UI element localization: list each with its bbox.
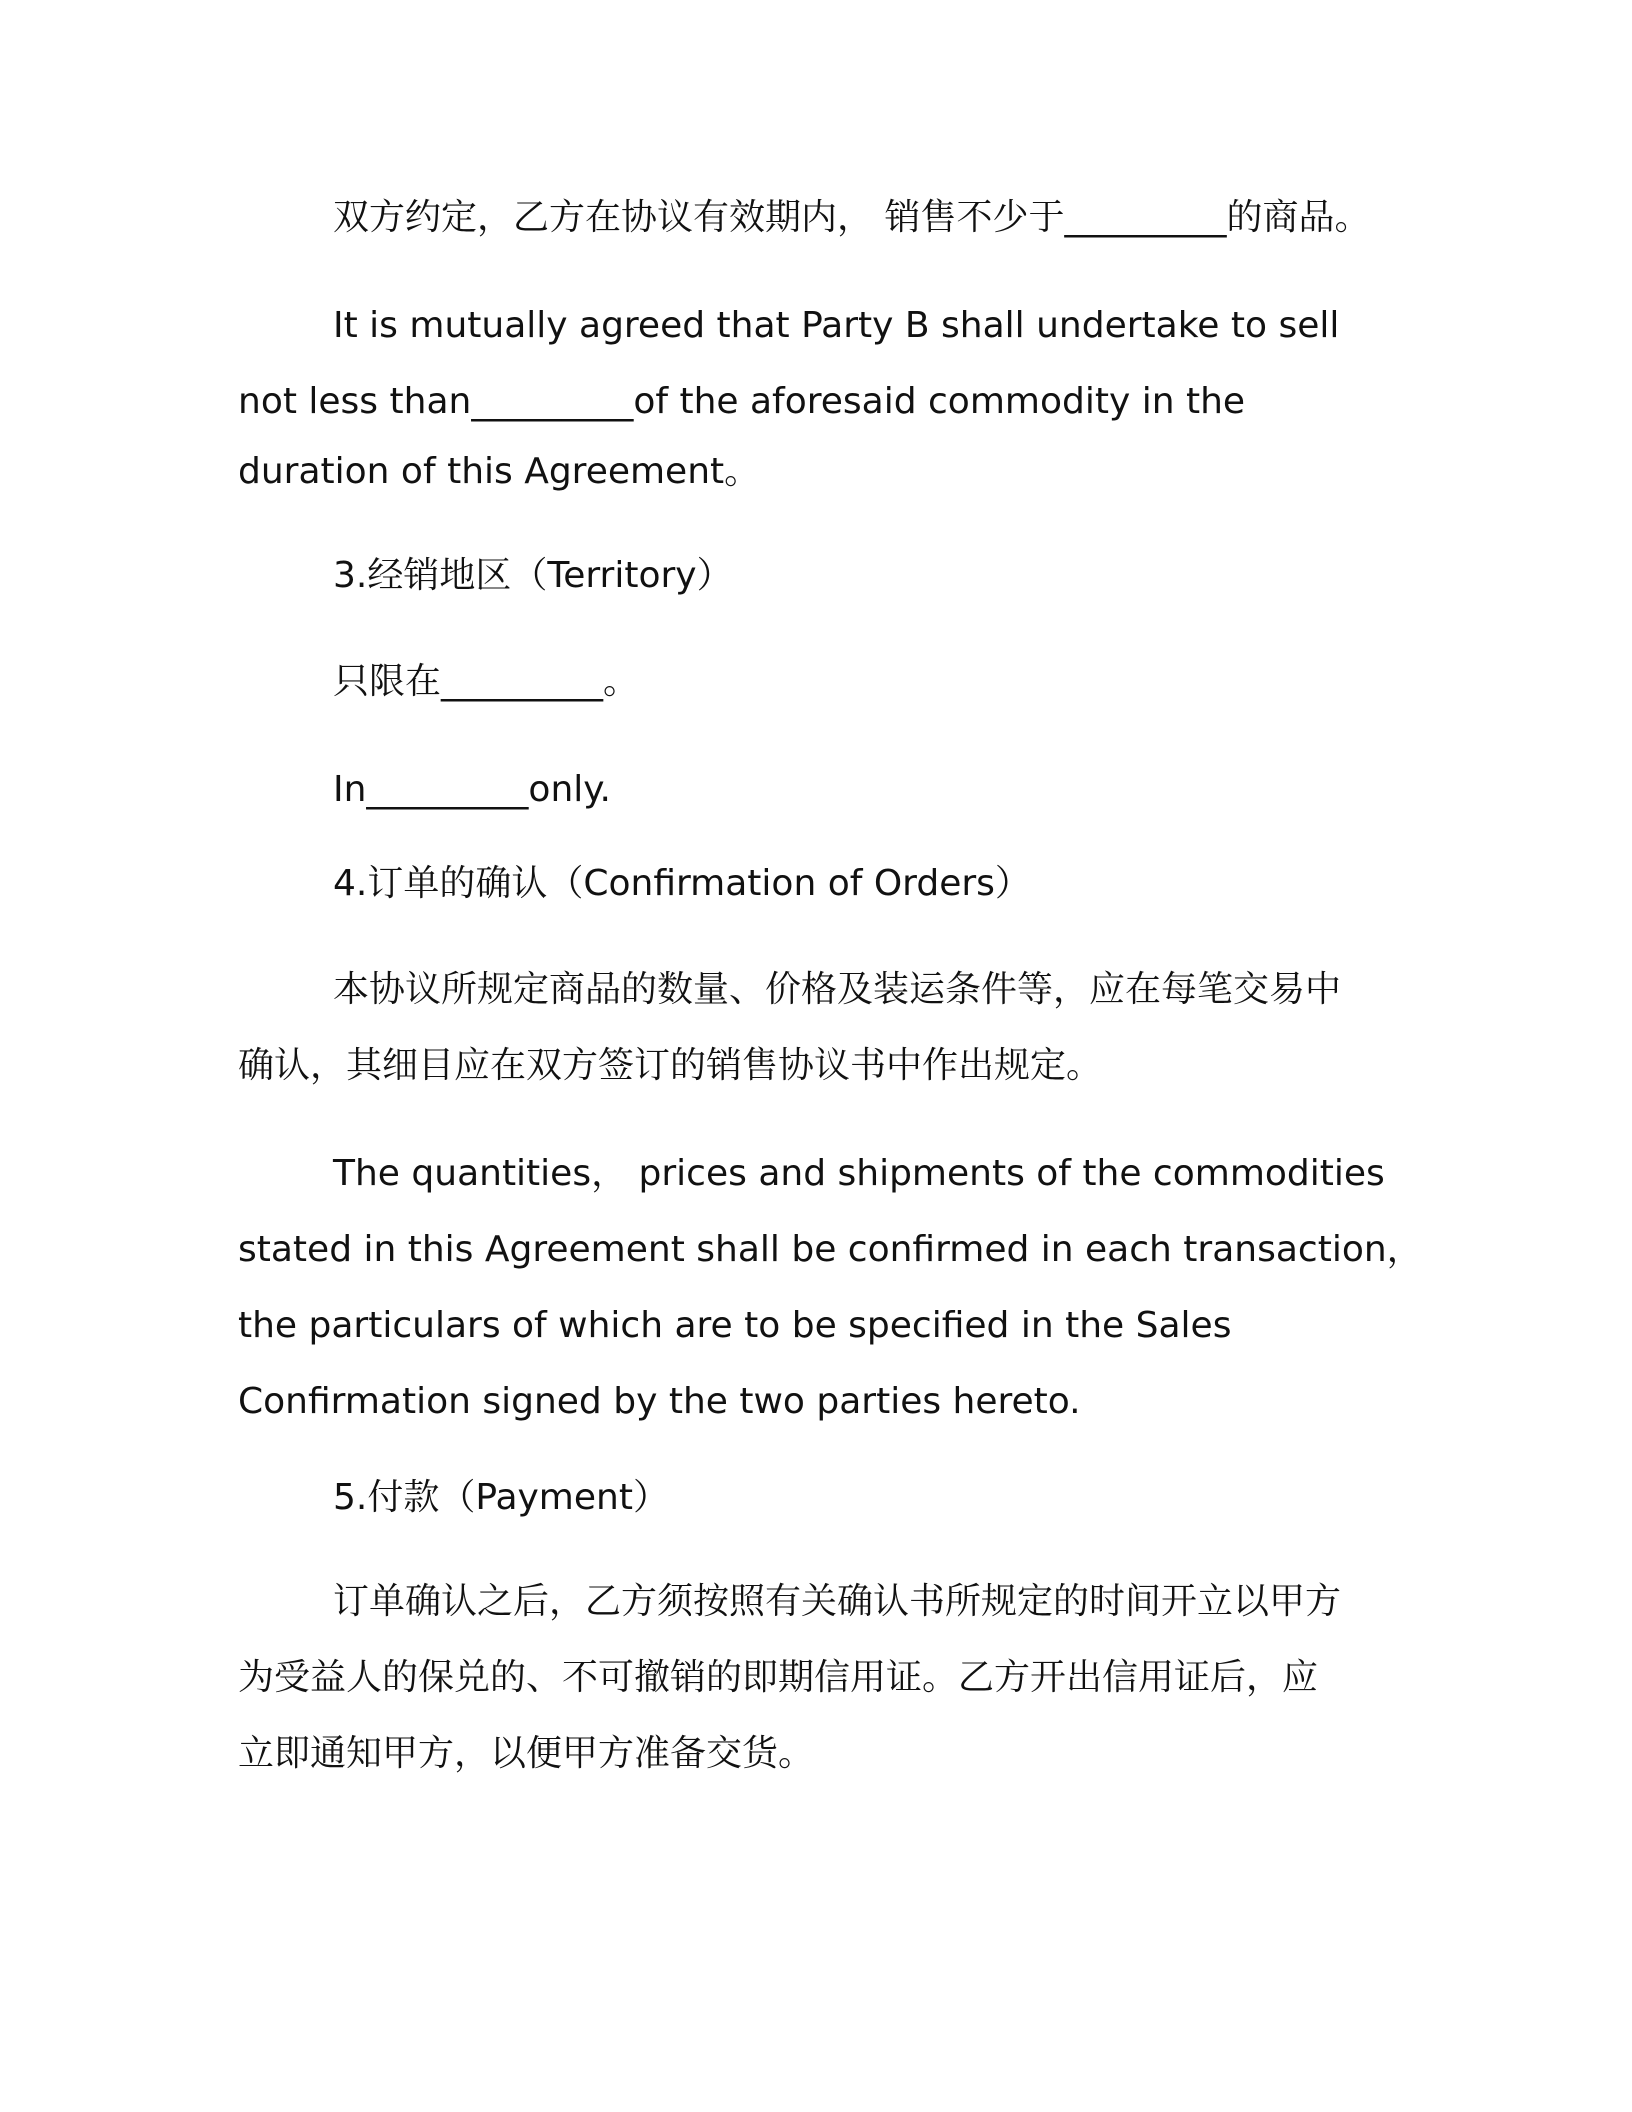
sales-quantity-clause-zh: 双方约定，乙方在协议有效期内， 销售不少于_________的商品。 — [333, 197, 1371, 238]
payment-clause-zh-line-1: 订单确认之后，乙方须按照有关确认书所规定的时间开立以甲方 — [333, 1581, 1342, 1622]
section-heading-payment: 5.付款（Payment） — [333, 1477, 669, 1518]
sales-quantity-clause-en-line-1: It is mutually agreed that Party B shall undertake to sell — [333, 305, 1340, 346]
section-heading-territory: 3.经销地区（Territory） — [333, 555, 733, 596]
orders-clause-en-line-4: Confirmation signed by the two parties hereto. — [238, 1381, 1081, 1422]
orders-clause-zh-line-2: 确认，其细目应在双方签订的销售协议书中作出规定。 — [238, 1045, 1103, 1086]
sales-quantity-clause-en-line-3: duration of this Agreement。 — [238, 451, 761, 492]
orders-clause-zh-line-1: 本协议所规定商品的数量、价格及装运条件等，应在每笔交易中 — [333, 969, 1342, 1010]
section-heading-confirmation-of-orders: 4.订单的确认（Confirmation of Orders） — [333, 863, 1031, 904]
orders-clause-en-line-1: The quantities， prices and shipments of the commodities — [333, 1153, 1385, 1194]
sales-quantity-clause-en-line-2: not less than_________of the aforesaid commodity in the — [238, 381, 1246, 422]
payment-clause-zh-line-3: 立即通知甲方，以便甲方准备交货。 — [238, 1733, 815, 1774]
orders-clause-en-line-2: stated in this Agreement shall be confirmed in each transaction， — [238, 1229, 1423, 1270]
territory-clause-zh: 只限在_________。 — [333, 661, 640, 702]
territory-clause-en: In_________only. — [333, 769, 611, 810]
payment-clause-zh-line-2: 为受益人的保兑的、不可撤销的即期信用证。乙方开出信用证后，应 — [238, 1657, 1319, 1698]
orders-clause-en-line-3: the particulars of which are to be specified in the Sales — [238, 1305, 1232, 1346]
